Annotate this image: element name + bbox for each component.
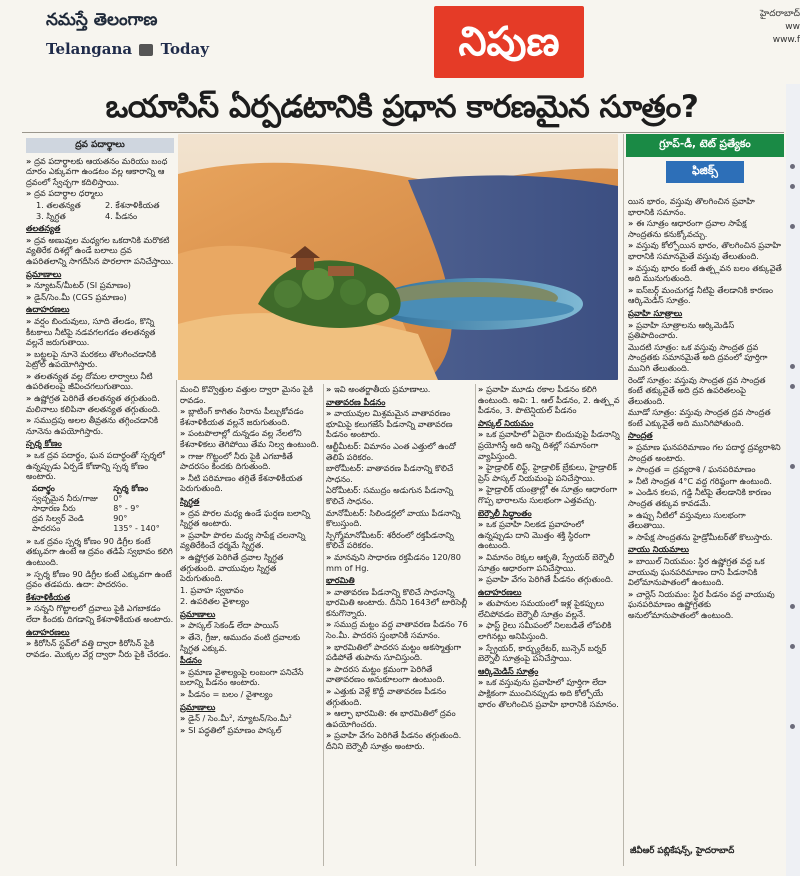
table-row [30, 504, 170, 514]
subheading: ప్రవాహి సూత్రాలు [628, 307, 683, 318]
subheading: ఉదాహరణలు [26, 626, 70, 637]
photo-tree [274, 280, 302, 308]
paragraph: » పంటపొలాల్లో దున్నడం వల్ల నేలలోని కేశనాళికలు తెగిపోయి తేమ నిల్వ ఉంటుంది. [180, 428, 320, 449]
table-cell: 90° [113, 513, 128, 523]
photo-tree [340, 279, 366, 305]
paragraph: » పాదరస మట్టం క్రమంగా పెరిగితే వాతావరణం అనుకూలంగా ఉంటుంది. [326, 664, 472, 685]
column-divider [176, 380, 177, 866]
paragraph: » స్పర్శ కోణం 90 డిగ్రీల కంటే ఎక్కువగా ఉంటే ద్రవం తడపదు. ఉదా: పాదరసం. [26, 569, 174, 590]
paragraph: » ఇవి అంతర్జాతీయ ప్రమాణాలు. [326, 384, 472, 395]
paragraph: » తుపానుల సమయంలో ఇళ్ల పైకప్పులు లేచిపోవడం బెర్నౌలీ సూత్రం వల్లనే. [478, 598, 620, 619]
column-4 [478, 384, 620, 844]
paragraph: » కిరోసిన్ స్టవ్‌లో వత్తి ద్వారా కిరోసిన్ పైకి రావడం. మొక్కల వేర్ల ద్వారా నీరు పైకి చేరడం. [26, 638, 174, 659]
paragraph: » మానవుని సాధారణ రక్తపీడనం 120/80 mm of Hg. [326, 552, 472, 573]
paragraph: » భారమితిలో పాదరస మట్టం అకస్మాత్తుగా పడిపోతే తుపాను సూచిస్తుంది. [326, 642, 472, 663]
paragraph: » డైన్/సెం.మీ (CGS ప్రమాణం) [26, 292, 174, 303]
table-cell: ద్రవ సిల్వర్ వెండి [32, 513, 84, 523]
properties-list [36, 200, 174, 221]
paragraph: » ప్రవాహి పొరల మధ్య సాపేక్ష చలనాన్ని వ్యతిరేకించే ధర్మమే స్నిగ్ధత. [180, 530, 320, 551]
paragraph: » SI పద్ధతిలో ప్రమాణం పాస్కల్ [180, 725, 320, 736]
subheading: తలతన్యత [26, 223, 61, 234]
subheading: స్పర్శ కోణం [26, 438, 62, 449]
paragraph: » ఉప్పు నీటిలో వస్తువులు సులభంగా తేలుతాయి. [628, 510, 782, 531]
masthead-right-line-2: ww [785, 22, 800, 32]
subheading: వాయు నియమాలు [628, 544, 689, 555]
brand-english-name [46, 40, 266, 58]
section-header-liquids: ద్రవ పదార్థాలు [26, 138, 174, 153]
paragraph: యిన భారం, వస్తువు తొలగించిన ప్రవాహి భారానికి సమానం. [628, 196, 755, 217]
masthead [0, 0, 800, 84]
photo-lake-water [382, 297, 574, 321]
table-cell: పాదరసం [32, 523, 61, 533]
paragraph: » వాయువుల మిశ్రమమైన వాతావరణం భూమిపై కలుగజేసే పీడనాన్ని వాతావరణ పీడనం అంటారు. [326, 408, 472, 440]
subheading: బెర్నౌలీ సిద్ధాంతం [478, 507, 532, 518]
paragraph: ఏరోమీటర్: సముద్రం అడుగున పీడనాన్ని కొలిచే సాధనం. [326, 485, 454, 506]
paragraph: » సాపేక్ష సాంద్రతను హైడ్రోమీటర్‌తో కొలుస్తారు. [628, 532, 782, 543]
nipuna-logo: నిపుణ [434, 6, 584, 78]
paragraph: మొదటి సూత్రం: ఒక వస్తువు సాంద్రత ద్రవ సాంద్రతకు సమానమైతే అది ద్రవంలో పూర్తిగా మునిగి తేలుతుంది. [628, 341, 768, 373]
subheading: కేశనాళికీయత [26, 591, 71, 602]
subheading: భారమితి [326, 575, 355, 586]
paragraph: » స్ప్రేయర్, కార్బ్యురేటర్, బున్సెన్ బర్నర్ బెర్నౌలీ సూత్రంపై పనిచేస్తాయి. [478, 643, 620, 664]
subheading: సాంద్రత [628, 430, 653, 441]
paragraph: మంచి కొవ్వొత్తుల వత్తుల ద్వారా మైనం పైకి రావడం. [180, 384, 314, 405]
table-cell: 8° - 9° [113, 503, 140, 513]
paragraph: » నీటి సాంద్రత 4°C వద్ద గరిష్ఠంగా ఉంటుంది. [628, 476, 782, 487]
edge-bullet-icon [790, 164, 795, 169]
paragraph: మానోమీటర్: సిలిండర్లలో వాయు పీడనాన్ని కొలుస్తుంది. [326, 507, 461, 529]
paragraph: » ఈ సూత్రం ఆధారంగా ద్రవాల సాపేక్ష సాంద్రతను కనుక్కోవచ్చు. [628, 218, 782, 239]
paragraph: » హైడ్రాలిక్ యంత్రాల్లో ఈ సూత్రం ఆధారంగా గొప్ప భారాలను సులభంగా ఎత్తవచ్చు. [478, 484, 620, 505]
paragraph: ఆల్టీమీటర్: విమానం ఎంత ఎత్తులో ఉందో తెలిపే పరికరం. [326, 440, 456, 462]
next-page-edge [786, 84, 800, 876]
table-header-cell: స్పర్శ కోణం [113, 483, 149, 493]
subheading: ప్రమాణాలు [180, 608, 216, 619]
subheading: ఆర్కిమెడిస్ సూత్రం [478, 665, 539, 676]
paragraph: » ఒక ద్రవ పదార్థం, ఘన పదార్థంతో స్పర్శలో ఉన్నప్పుడు ఏర్పడే కోణాన్ని స్పర్శ కోణం అంటారు. [26, 450, 174, 482]
edge-bullet-icon [790, 384, 795, 389]
subheading: ఉదాహరణలు [26, 304, 70, 315]
photo-temple [328, 266, 354, 276]
paragraph: » ఒక ద్రవం స్పర్శ కోణం 90 డిగ్రీల కంటే తక్కువగా ఉంటే ఆ ద్రవం తడిపే స్వభావం కలిగి ఉంటుంది. [26, 536, 174, 568]
brand-english-part-2: Today [160, 40, 209, 58]
brand-emblem-icon [139, 44, 153, 56]
table-cell: 0° [113, 493, 123, 503]
subheading: పీడనం [180, 655, 202, 666]
brand-telugu-name: నమస్తే తెలంగాణ [46, 10, 158, 30]
paragraph: » ప్రవాహి సూత్రాలను ఆర్కిమెడిస్ ప్రతిపాదించారు. [628, 320, 782, 341]
paragraph: » సన్నని గొట్టాలలో ద్రవాలు పైకి ఎగబాకడం లేదా కిందకు దిగడాన్ని కేశనాళికీయత అంటారు. [26, 603, 174, 624]
exam-tag: గ్రూప్-డీ, టెట్ ప్రత్యేకం [626, 134, 784, 157]
subheading: వాతావరణ పీడనం [326, 396, 386, 407]
headline-rule [22, 132, 784, 133]
photo-pavilion [296, 256, 314, 270]
paragraph: » వస్తువు భారం కంటే ఉత్ప్లవన బలం తక్కువైతే అది మునుగుతుంది. [628, 263, 782, 284]
paragraph: » సముద్రపు అలల తీవ్రతను తగ్గించడానికి నూనెను ఉపయోగిస్తారు. [26, 415, 174, 436]
subject-label: ఫిజిక్స్ [666, 161, 744, 183]
paragraph: » ప్రవాహి వేగం పెరిగితే పీడనం తగ్గుతుంది. [478, 574, 620, 585]
paragraph: » నీటి పరిమాణం తగ్గితే కేశనాళికీయత పెరుగుతుంది. [180, 473, 320, 494]
paragraph: » ఒక వస్తువును ప్రవాహిలో పూర్తిగా లేదా పాక్షికంగా ముంచినప్పుడు అది కోల్పోయే భారం తొలగించిన ప్రవాహి భారానికి సమానం. [478, 677, 620, 709]
edge-bullet-icon [790, 644, 795, 649]
publisher-credit: జీవీఆర్ పబ్లికేషన్స్, హైదరాబాద్ [630, 846, 735, 856]
paragraph: » డైన్ / సెం.మీ², న్యూటన్/సెం.మీ² [180, 713, 320, 724]
paragraph: » ప్రవాహి వేగం పెరిగితే పీడనం తగ్గుతుంది. దీనిని బెర్నౌలీ సూత్రం అంటారు. [326, 730, 472, 751]
column-3 [326, 384, 472, 864]
subheading: ఉదాహరణలు [478, 586, 522, 597]
column-divider [323, 384, 324, 866]
paragraph: మూడో సూత్రం: వస్తువు సాంద్రత ద్రవ సాంద్రత కంటే ఎక్కువైతే అది మునిగిపోతుంది. [628, 407, 771, 428]
edge-bullet-icon [790, 464, 795, 469]
paragraph: రెండో సూత్రం: వస్తువు సాంద్రత ద్రవ సాంద్రత కంటే తక్కువైతే అది ద్రవ ఉపరితలంపై తేలుతుంది. [628, 374, 766, 406]
column-1 [26, 138, 174, 866]
paragraph: » ద్రవ పదార్థాల ధర్మాలు [26, 188, 174, 199]
paragraph: » గాజు గొట్టంలో నీరు పైకి ఎగబాకితే పాదరసం కిందకు దిగుతుంది. [180, 451, 320, 472]
edge-bullet-icon [790, 604, 795, 609]
paragraph: » ప్రమాణ వైశాల్యంపై లంబంగా పనిచేసే బలాన్ని పీడనం అంటారు. [180, 667, 320, 688]
paragraph: » ఎత్తుకు వెళ్లే కొద్దీ వాతావరణ పీడనం తగ్గుతుంది. [326, 686, 472, 707]
paragraph: » బాయిల్ నియమం: స్థిర ఉష్ణోగ్రత వద్ద ఒక వాయువు ఘనపరిమాణం దాని పీడనానికి విలోమానుపాతంలో ఉంటుంది. [628, 556, 782, 588]
paragraph: » బ్లాటింగ్ కాగితం సిరాను పీల్చుకోవడం కేశనాళికీయత వల్లనే జరుగుతుంది. [180, 406, 320, 427]
paragraph: » ఐస్‌బర్గ్ మంచుగడ్డ నీటిపై తేలడానికి కారణం ఆర్కిమెడిస్ సూత్రం. [628, 285, 782, 306]
paragraph: » ఫాస్ట్ రైలు సమీపంలో నిలబడితే లోపలికి లాగినట్లు అనిపిస్తుంది. [478, 620, 620, 641]
paragraph: » ద్రవ పదార్థాలకు ఆయతనం మరియు బంధ దూరం ఎక్కువగా ఉండటం వల్ల ఆకారాన్ని ఆ ద్రవంలో స్వేచ్ఛగా కదిలిస్తాయి. [26, 156, 174, 188]
subheading: స్నిగ్ధత [180, 495, 200, 506]
paragraph: » న్యూటన్/మీటర్ (SI ప్రమాణం) [26, 280, 174, 291]
paragraph: » ద్రవ అణువుల మధ్యగల ఒకదానికి మరొకటి వ్యతిరేక దిశల్లో ఉండే బలాలు ద్రవ ఉపరితలాన్ని సాగదీసిన పొరలాగా పనిచేస్తాయి. [26, 235, 174, 267]
column-divider [475, 384, 476, 866]
brand [46, 10, 266, 58]
paragraph: » ఉష్ణోగ్రత పెరిగితే ద్రవాల స్నిగ్ధత తగ్గుతుంది. వాయువుల స్నిగ్ధత పెరుగుతుంది. [180, 552, 320, 584]
paragraph: » వర్షం బిందువులు, సూది తేలడం, కొన్ని కీటకాలు నీటిపై నడవగలగడం తలతన్యత వల్లనే జరుగుతాయి. [26, 316, 174, 348]
paragraph: బారోమీటర్: వాతావరణ పీడనాన్ని కొలిచే సాధనం. [326, 463, 454, 484]
paragraph: స్పిగ్మోమానోమీటర్: శరీరంలో రక్తపీడనాన్ని కొలిచే పరికరం. [326, 529, 454, 551]
paragraph: » సాంద్రత = ద్రవ్యరాశి / ఘనపరిమాణం [628, 464, 782, 475]
masthead-right-line-1: హైదరాబాద్ [759, 9, 800, 19]
subheading: ప్రమాణాలు [26, 268, 62, 279]
paragraph: » బట్టలపై నూనె మరకలు తొలగించడానికి పెట్రోల్ ఉపయోగిస్తారు. [26, 349, 174, 370]
list-item: 1. తలతన్యత [36, 199, 81, 210]
paragraph: » ఎండిన కలప, గడ్డి నీటిపై తేలడానికి కారణం సాంద్రత తక్కువ కావడమే. [628, 487, 782, 508]
masthead-right-line-3: www.f [772, 35, 800, 45]
contact-angle-table [30, 484, 170, 534]
paragraph: » చార్లెస్ నియమం: స్థిర పీడనం వద్ద వాయువు ఘనపరిమాణం ఉష్ణోగ్రతకు అనులోమానుపాతంలో ఉంటుంది. [628, 589, 782, 621]
paragraph: » విమానం రెక్కల ఆకృతి, స్ప్రేయర్ బెర్నౌలీ సూత్రం ఆధారంగా పనిచేస్తాయి. [478, 552, 620, 573]
list-item: 2. కేశనాళికీయత [105, 199, 160, 210]
paragraph: » తలతన్యత వల్ల దోమల లార్వాలు నీటి ఉపరితలంపై జీవించగలుగుతాయి. [26, 371, 174, 392]
sidebar-header [626, 134, 784, 183]
paragraph: » ప్రవాహి మూడు రకాల పీడనం కలిగి ఉంటుంది. అవి: 1. ఆల్ పీడనం, 2. ఉత్ప్లవ పీడనం, 3. పొటెన్షియల్ పీడనం [478, 384, 620, 416]
table-cell: 135° - 140° [113, 523, 160, 533]
paragraph: 1. ప్రవాహ స్వభావం [180, 584, 244, 595]
edge-bullet-icon [790, 184, 795, 189]
edge-bullet-icon [790, 224, 795, 229]
table-row [30, 484, 170, 494]
paragraph: 2. ఉపరితల వైశాల్యం [180, 596, 249, 607]
paragraph: » పీడనం = బలం / వైశాల్యం [180, 689, 320, 700]
table-header-cell: పదార్థం [32, 483, 55, 493]
paragraph: » వాతావరణ పీడనాన్ని కొలిచే సాధనాన్ని భారమితి అంటారు. దీనిని 1643లో టారిసెల్లీ కనుగొన్నారు. [326, 587, 472, 619]
oasis-photo [178, 134, 618, 380]
table-row [30, 494, 170, 504]
edge-bullet-icon [790, 724, 795, 729]
paragraph: » ఒక ప్రవాహి నిలకడ ప్రవాహంలో ఉన్నప్పుడు దాని మొత్తం శక్తి స్థిరంగా ఉంటుంది. [478, 519, 620, 551]
paragraph: » ఉష్ణోగ్రత పెరిగితే తలతన్యత తగ్గుతుంది. మలినాలు కలిపినా తలతన్యత తగ్గుతుంది. [26, 393, 174, 414]
photo-tree [367, 293, 389, 315]
table-row [30, 524, 170, 534]
masthead-right-info [724, 8, 800, 47]
paragraph: » ద్రవ పొరల మధ్య ఉండే ఘర్షణ బలాన్ని స్నిగ్ధత అంటారు. [180, 508, 320, 529]
paragraph: » సముద్ర మట్టం వద్ద వాతావరణ పీడనం 76 సెం.మీ. పాదరస స్తంభానికి సమానం. [326, 619, 472, 640]
edge-bullet-icon [790, 364, 795, 369]
brand-english-part-1: Telangana [46, 40, 133, 58]
table-row [30, 514, 170, 524]
list-item: 3. స్నిగ్ధత [36, 210, 66, 221]
column-2 [180, 384, 320, 864]
table-cell: స్వచ్ఛమైన నీరు/గాజు [32, 493, 98, 503]
list-item: 4. పీడనం [105, 210, 138, 221]
subheading: ప్రమాణాలు [180, 701, 216, 712]
column-divider [623, 134, 624, 866]
paragraph: » ఒక ప్రవాహిలో ఏదైనా బిందువుపై పీడనాన్ని ప్రయోగిస్తే అది అన్ని దిశల్లో సమానంగా వ్యాపిస్తుంది. [478, 429, 620, 461]
paragraph: » తేనె, గ్రీజు, ఆముదం వంటి ద్రవాలకు స్నిగ్ధత ఎక్కువ. [180, 632, 320, 653]
subheading: పాస్కల్ నియమం [478, 417, 534, 428]
oasis-illustration [178, 134, 618, 380]
article-headline: ఒయాసిస్ ఏర్పడటానికి ప్రధాన కారణమైన సూత్రం? [105, 89, 699, 125]
paragraph: » ఆల్ఫా భారమితి: ఈ భారమితిలో ద్రవం ఉపయోగించరు. [326, 708, 472, 729]
paragraph: » ప్రమాణ ఘనపరిమాణం గల పదార్థ ద్రవ్యరాశిని సాంద్రత అంటారు. [628, 442, 782, 463]
column-5 [628, 196, 782, 816]
paragraph: » హైడ్రాలిక్ లిఫ్ట్, హైడ్రాలిక్ బ్రేకులు, హైడ్రాలిక్ ప్రెస్ పాస్కల్ నియమంపై పనిచేస్తాయి. [478, 462, 620, 483]
paragraph: » పాస్కల్ సెకండ్ లేదా పాయిస్ [180, 620, 320, 631]
paragraph: » వస్తువు కోల్పోయిన భారం, తొలగించిన ప్రవాహి భారానికి సమానమైతే వస్తువు తేలుతుంది. [628, 240, 782, 261]
table-cell: సాధారణ నీరు [32, 503, 76, 513]
